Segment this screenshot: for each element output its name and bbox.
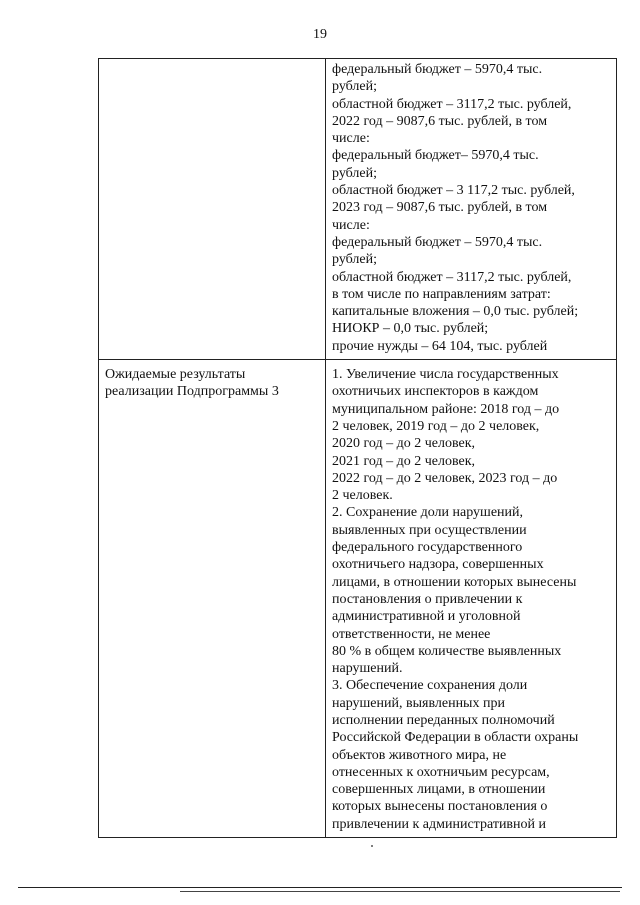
results-line: лицами, в отношении которых вынесены [332, 574, 577, 590]
page-number: 19 [313, 27, 327, 42]
scan-speck [371, 845, 373, 847]
funding-line: областной бюджет – 3117,2 тыс. рублей, [332, 269, 572, 285]
results-line: охотничьих инспекторов в каждом [332, 384, 539, 400]
funding-line: рублей; [332, 165, 377, 181]
results-line: 1. Увеличение числа государственных [332, 367, 559, 383]
results-line: отнесенных к охотничьим ресурсам, [332, 764, 550, 780]
results-line: 80 % в общем количестве выявленных [332, 643, 562, 659]
funding-line: прочие нужды – 64 104, тыс. рублей [332, 338, 548, 354]
results-line: выявленных при осуществлении [332, 522, 527, 538]
table-row-results [99, 360, 617, 838]
results-line: 2020 год – до 2 человек, [332, 436, 476, 452]
funding-line: федеральный бюджет – 5970,4 тыс. [332, 234, 543, 250]
funding-line: числе: [332, 131, 370, 147]
results-line: нарушений, выявленных при [332, 695, 505, 711]
funding-line: числе: [332, 217, 370, 233]
funding-line: НИОКР – 0,0 тыс. рублей; [332, 321, 489, 337]
results-label-cell [99, 360, 326, 838]
results-line: административной и уголовной [332, 609, 521, 625]
results-line: нарушений. [332, 661, 403, 677]
results-label-line: Ожидаемые результаты [105, 367, 246, 383]
results-line: привлечении к административной и [332, 816, 547, 832]
funding-details-cell [326, 59, 617, 360]
results-label-line: реализации Подпрограммы 3 [105, 384, 279, 400]
results-line: 3. Обеспечение сохранения доли [332, 678, 528, 694]
funding-line: капитальные вложения – 0,0 тыс. рублей; [332, 304, 579, 320]
results-line: охотничьего надзора, совершенных [332, 557, 544, 573]
bottom-rule [18, 887, 622, 888]
funding-label-cell [99, 59, 326, 360]
results-line: 2 человек. [332, 488, 393, 504]
funding-line: 2023 год – 9087,6 тыс. рублей, в том [332, 200, 548, 216]
results-line: федерального государственного [332, 540, 523, 556]
funding-line: в том числе по направлениям затрат: [332, 286, 551, 302]
results-line: 2 человек, 2019 год – до 2 человек, [332, 418, 540, 434]
results-line: 2. Сохранение доли нарушений, [332, 505, 524, 521]
funding-line: рублей; [332, 252, 377, 268]
results-line: Российской Федерации в области охраны [332, 730, 579, 746]
funding-line: областной бюджет – 3 117,2 тыс. рублей, [332, 183, 575, 199]
results-line: 2021 год – до 2 человек, [332, 453, 476, 469]
bottom-rule-secondary [180, 891, 620, 892]
funding-line: федеральный бюджет– 5970,4 тыс. [332, 148, 539, 164]
funding-line: федеральный бюджет – 5970,4 тыс. [332, 62, 543, 77]
results-line: которых вынесены постановления о [332, 799, 548, 815]
results-details-cell [326, 360, 617, 838]
funding-line: рублей; [332, 79, 377, 95]
results-line: совершенных лицами, в отношении [332, 782, 546, 798]
results-line: исполнении переданных полномочий [332, 712, 555, 728]
results-line: постановления о привлечении к [332, 591, 523, 607]
program-table [98, 58, 617, 838]
results-line: муниципальном районе: 2018 год – до [332, 401, 560, 417]
funding-line: 2022 год – 9087,6 тыс. рублей, в том [332, 113, 548, 129]
results-line: объектов животного мира, не [332, 747, 507, 763]
results-line: ответственности, не менее [332, 626, 491, 642]
results-line: 2022 год – до 2 человек, 2023 год – до [332, 470, 558, 486]
table-row-funding [99, 59, 617, 360]
funding-line: областной бюджет – 3117,2 тыс. рублей, [332, 96, 572, 112]
